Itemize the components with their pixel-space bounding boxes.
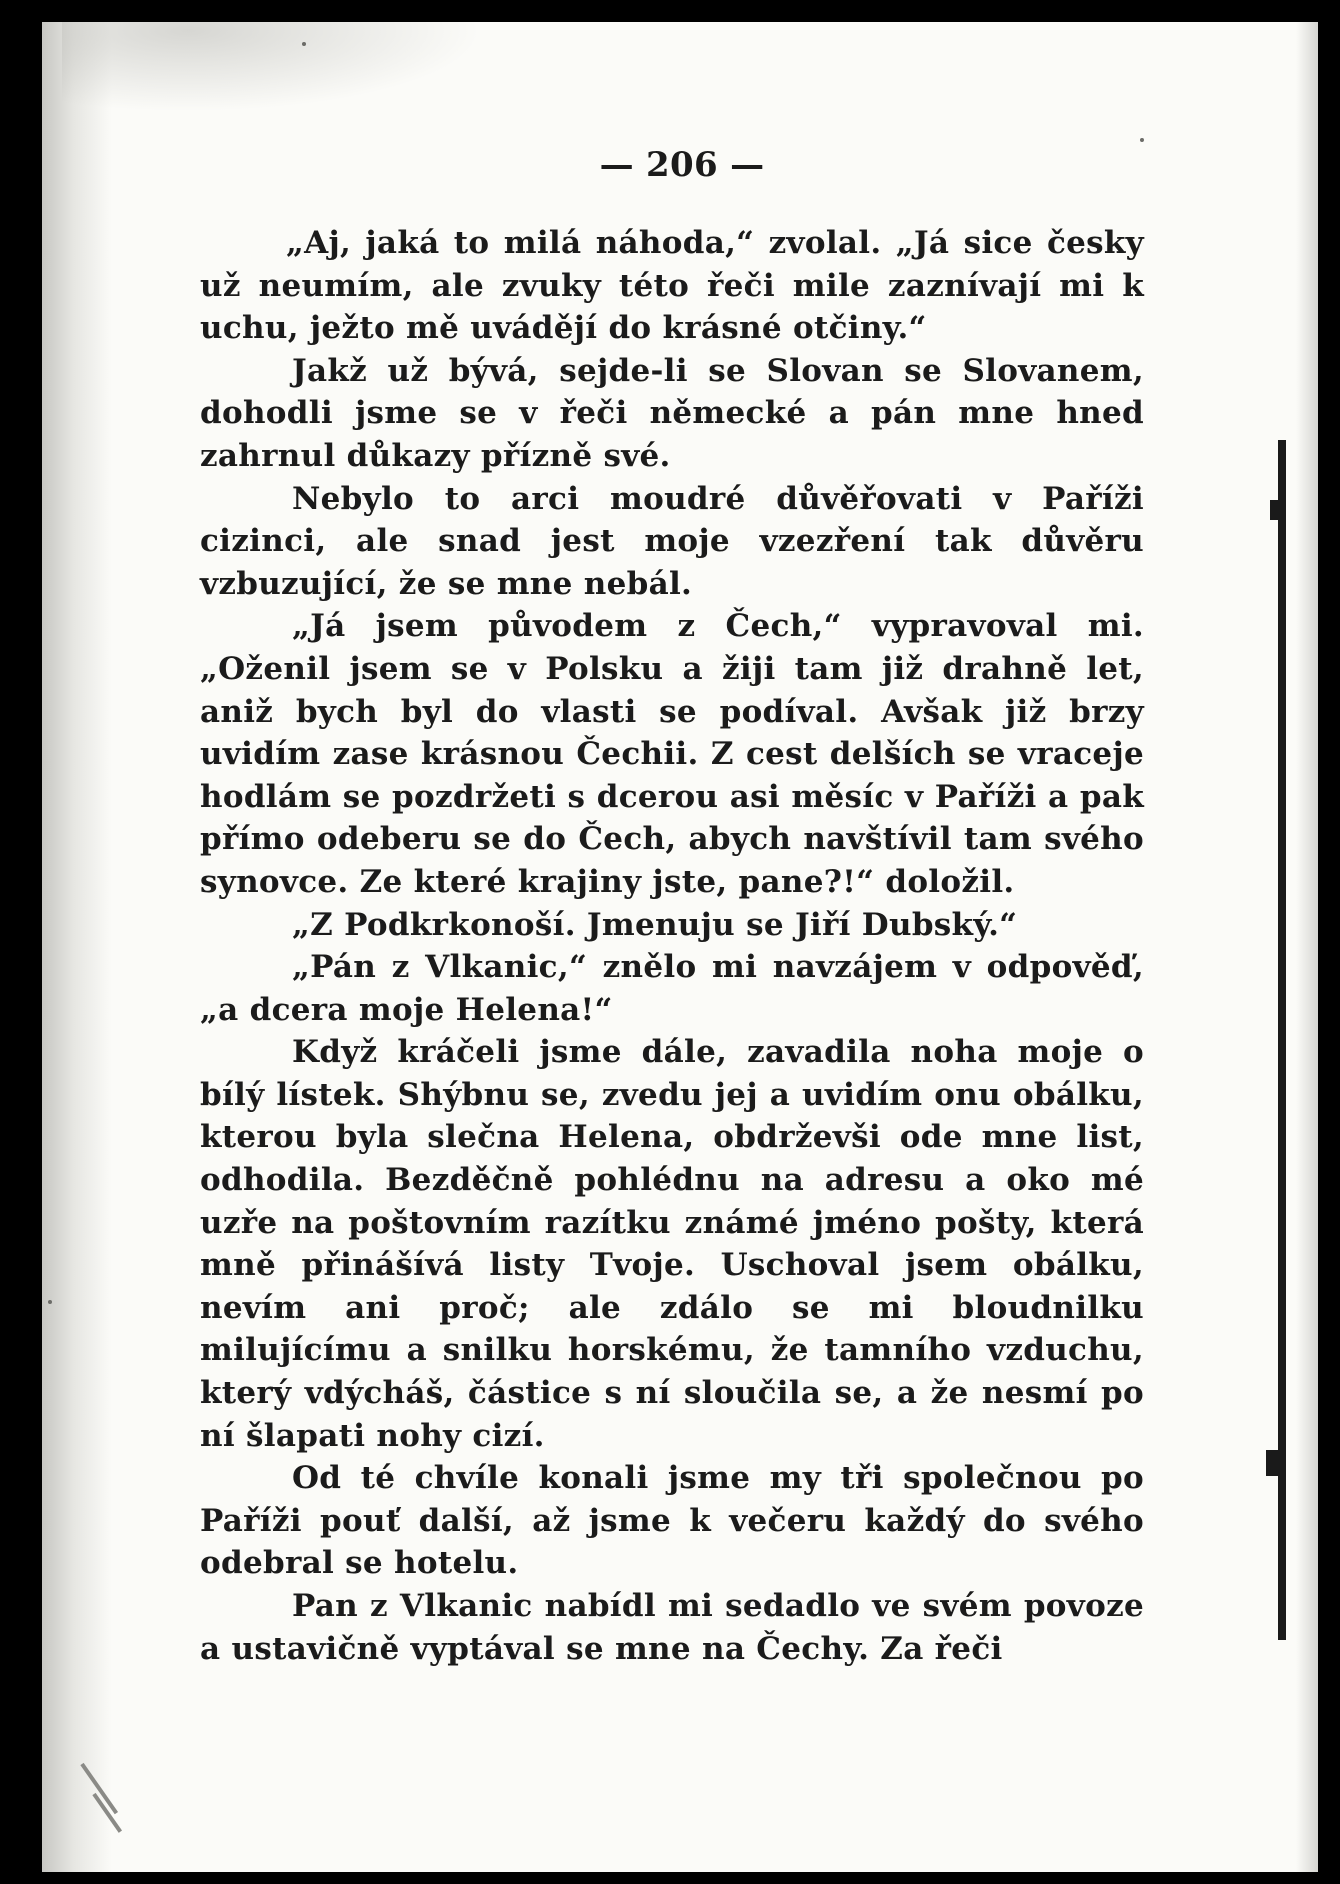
paragraph: „Z Podkrkonoší. Jmenuju se Jiří Dubský.“ (292, 906, 1018, 943)
page-text (200, 144, 1144, 1670)
paragraph: Pan z Vlkanic nabídl mi sedadlo ve svém povoze a ustavičně vyptával se mne na Čechy. Za řeči (200, 1588, 1144, 1667)
binding-shadow (42, 22, 112, 1872)
paragraph: Nebylo to arci moudré důvěřovati v Paříži cizinci, ale snad jest moje vzezření tak důvěru vzbuzující, že se mne nebál. (200, 480, 1144, 602)
speck (1140, 138, 1144, 142)
paragraph: „Pán z Vlkanic,“ znělo mi navzájem v odpověď, „a dcera moje Helena!“ (200, 949, 1144, 1028)
page-edge-shadow (1296, 22, 1318, 1872)
scan-border-notch (1266, 1450, 1282, 1476)
paragraph: Když kráčeli jsme dále, zavadila noha moje o bílý lístek. Shýbnu se, zvedu jej a uvidím onu obálku, kterou byla slečna Helena, obdrževši ode mne list, odhodila. Bezděčně pohlédnu na adresu a oko mé uzře na poštovním razítku známé jméno pošty, která mně přinášívá listy Tvoje. Uschoval jsem obálku, nevím ani proč; ale zdálo se mi bloudnilku milujícímu a snilku horskému, že tamního vzduchu, který vdýcháš, částice s ní sloučila se, a že nesmí po ní šlapati nohy cizí. (200, 1034, 1144, 1454)
speck (48, 1300, 52, 1304)
paragraph: „Já jsem původem z Čech,“ vypravoval mi. „Oženil jsem se v Polsku a žiji tam již drahně let, aniž bych byl do vlasti se podíval. Avšak již brzy uvidím zase krásnou Čechii. Z cest delších se vraceje hodlám se pozdržeti s dcerou asi měsíc v Paříži a pak přímo odeberu se do Čech, abych navštívil tam svého synovce. Ze které krajiny jste, pane?!“ doložil. (200, 608, 1144, 900)
scan-smudge (62, 22, 482, 112)
scan-border-notch (1270, 500, 1282, 520)
speck (302, 42, 306, 46)
page-number: — 206 — (599, 145, 765, 185)
paragraph: Od té chvíle konali jsme my tři společnou po Paříži pouť další, až jsme k večeru každý do svého odebral se hotelu. (200, 1460, 1144, 1582)
paragraph: Jakž už bývá, sejde-li se Slovan se Slovanem, dohodli jsme se v řeči německé a pán mne hned zahrnul důkazy přízně své. (200, 352, 1144, 474)
paragraph: „Aj, jaká to milá náhoda,“ zvolal. „Já sice česky už neumím, ale zvuky této řeči mile zaznívají mi k uchu, ježto mě uvádějí do krásné otčiny.“ (200, 225, 1144, 347)
